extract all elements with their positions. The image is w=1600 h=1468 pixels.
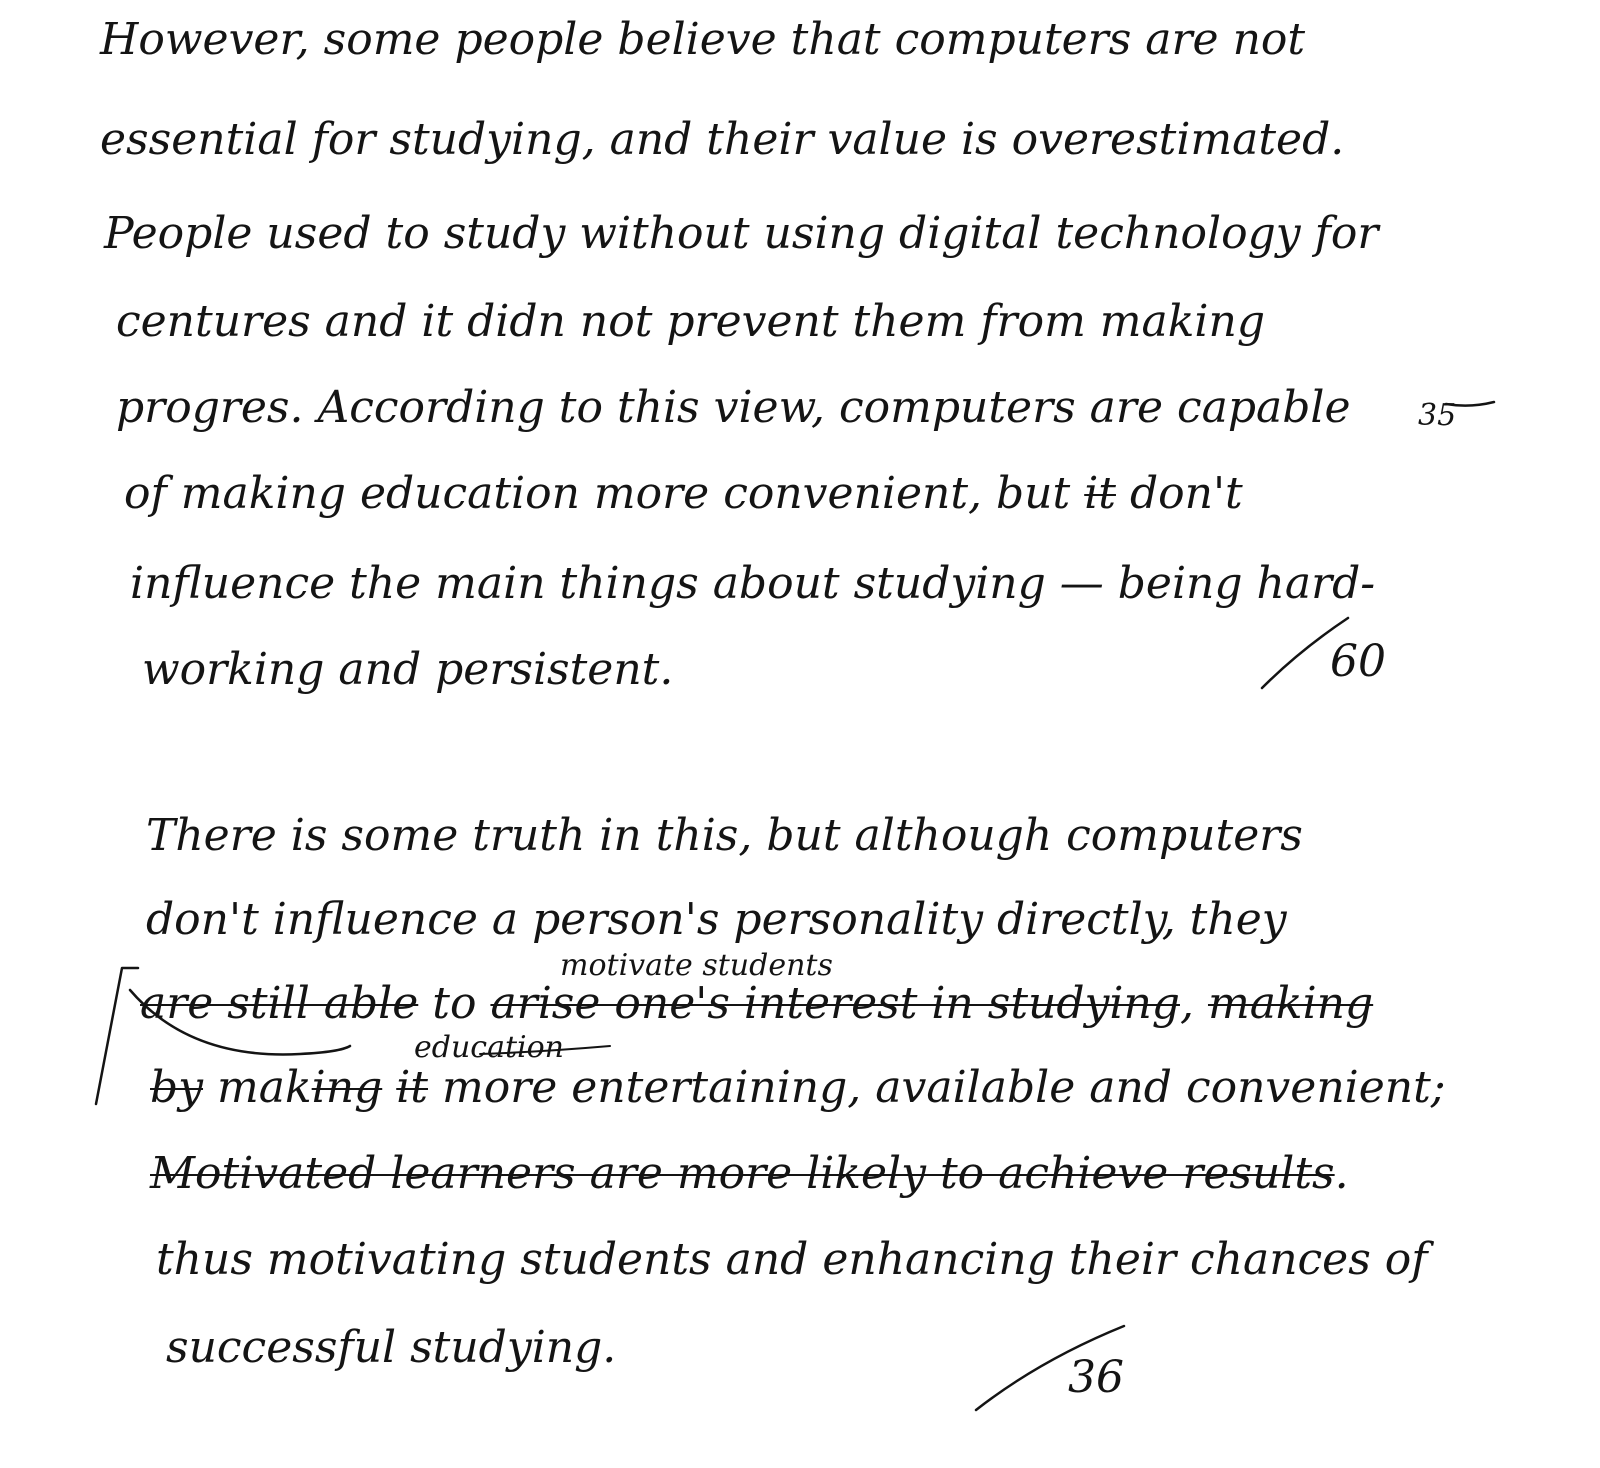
paragraph2-line-5 xyxy=(150,1146,1349,1202)
struck-arise-interest: arise one's interest in studying xyxy=(490,978,1180,1029)
margin-count-35: 35 xyxy=(1418,398,1457,433)
margin-count-60: 60 xyxy=(1330,636,1386,687)
insertion-motivate-students: motivate students xyxy=(560,948,833,983)
paragraph2-line-4 xyxy=(150,1060,1446,1116)
struck-making: making xyxy=(1207,978,1374,1029)
paragraph1-line-5: progres. According to this view, computers are capable xyxy=(116,382,1351,433)
paragraph2-line-6: thus motivating students and enhancing their chances of xyxy=(156,1234,1428,1285)
paragraph1-line-6 xyxy=(124,466,1243,522)
margin-count-36: 36 xyxy=(1068,1352,1124,1403)
struck-motivated-learners-sentence: Motivated learners are more likely to achieve results xyxy=(150,1148,1335,1199)
paragraph2-line-3 xyxy=(140,976,1373,1032)
word-to: to xyxy=(432,978,477,1029)
paragraph1-word-dont: don't xyxy=(1129,468,1243,519)
period: . xyxy=(1334,1148,1349,1199)
insertion-education: education xyxy=(414,1030,564,1065)
paragraph1-line-4: centures and it didn not prevent them from making xyxy=(116,296,1265,347)
insertion-bracket xyxy=(96,968,138,1104)
paragraph2-line-1: There is some truth in this, but although computers xyxy=(146,810,1303,861)
struck-by: by xyxy=(150,1062,204,1113)
struck-are-still-able: are still able xyxy=(140,978,419,1029)
paragraph1-line-3: People used to study without using digital technology for xyxy=(104,208,1379,259)
struck-ing: ing xyxy=(311,1062,383,1113)
paragraph2-line-7: successful studying. xyxy=(166,1322,617,1373)
paragraph1-line-7: influence the main things about studying — being hard- xyxy=(130,558,1376,609)
struck-word-it: it xyxy=(1084,468,1116,519)
struck-it: it xyxy=(396,1062,428,1113)
paragraph1-line-1: However, some people believe that computers are not xyxy=(100,14,1306,65)
comma: , xyxy=(1179,978,1194,1029)
word-mak: mak xyxy=(217,1062,312,1113)
paragraph1-line-2: essential for studying, and their value is overestimated. xyxy=(100,114,1345,165)
paragraph1-line-8: working and persistent. xyxy=(142,644,674,695)
paragraph2-line-4-rest: more entertaining, available and convenient; xyxy=(442,1062,1446,1113)
paragraph1-line-6-text: of making education more convenient, but xyxy=(124,468,1071,519)
paragraph2-line-2: don't influence a person's personality directly, they xyxy=(146,894,1287,945)
